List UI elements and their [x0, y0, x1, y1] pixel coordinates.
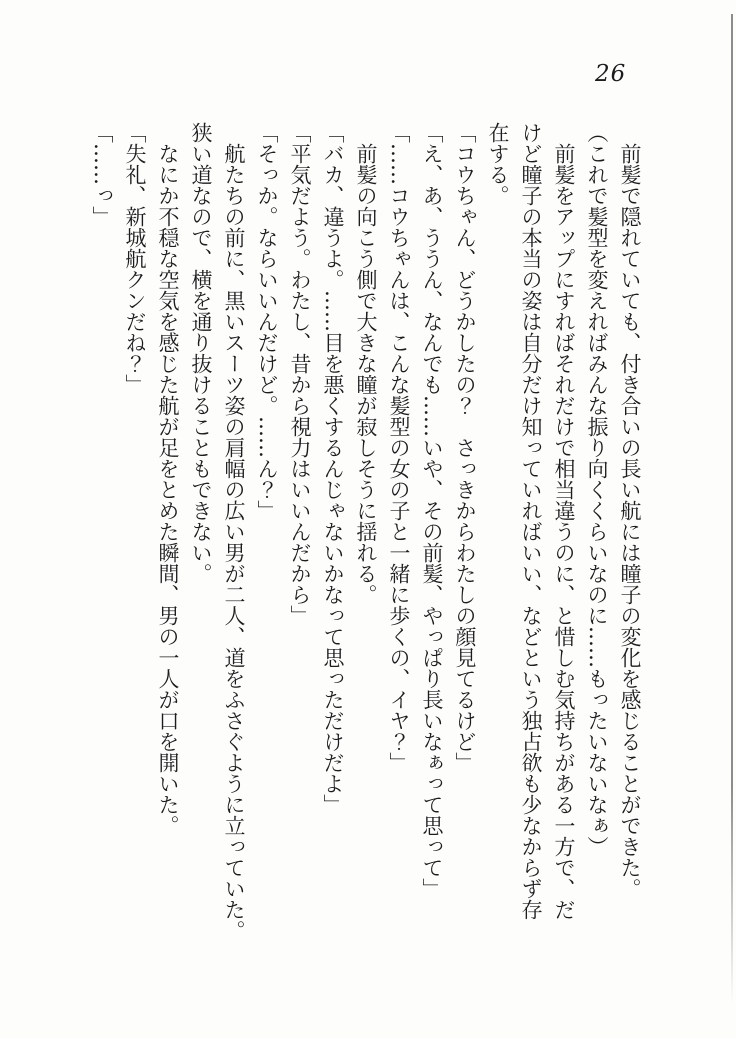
vertical-text-block	[85, 122, 646, 982]
text-line: 「失礼、新城航クンだね？」	[123, 122, 147, 395]
text-line: 航たちの前に、黒いスーツ姿の肩幅の広い男が二人、道をふさぐように立っていた。	[222, 143, 246, 941]
text-line: （これで髪型を変えればみんな振り向くくらいなのに……もったいないなぁ）	[585, 122, 609, 857]
text-line: 「そっか。ならいいんだけど。……ん？」	[255, 122, 279, 521]
text-line: 「コウちゃん、どうかしたの？ さっきからわたしの顔見てるけど」	[453, 122, 477, 773]
text-line: けど瞳子の本当の姿は自分だけ知っていればいい、などという独占欲も少なからず存	[519, 122, 543, 920]
text-line: 「え、あ、ううん、なんでも……いや、その前髪、やっぱり長いなぁって思って」	[420, 122, 444, 899]
text-line: 「……コウちゃんは、こんな髪型の女の子と一緒に歩くの、イヤ？」	[387, 122, 411, 773]
text-line: 前髪をアップにすればそれだけで相当違うのに、と惜しむ気持ちがある一方で、だ	[552, 143, 576, 920]
page-edge-shadow	[731, 14, 733, 1004]
text-line: 在する。	[486, 122, 510, 206]
text-line: 「……っ」	[90, 122, 114, 227]
text-line: 前髪の向こう側で大きな瞳が寂しそうに揺れる。	[354, 143, 378, 605]
page-number: 26	[595, 61, 627, 87]
text-line: なにか不穏な空気を感じた航が足をとめた瞬間、男の一人が口を開いた。	[156, 143, 180, 836]
text-line: 狭い道なので、横を通り抜けることもできない。	[189, 122, 213, 584]
text-line: 前髪で隠れていても、付き合いの長い航には瞳子の変化を感じることができた。	[618, 143, 642, 899]
text-line: 「バカ、違うよ。……目を悪くするんじゃないかなって思っただけだよ」	[321, 122, 345, 815]
text-line: 「平気だよう。わたし、昔から視力はいいんだから」	[288, 122, 312, 626]
